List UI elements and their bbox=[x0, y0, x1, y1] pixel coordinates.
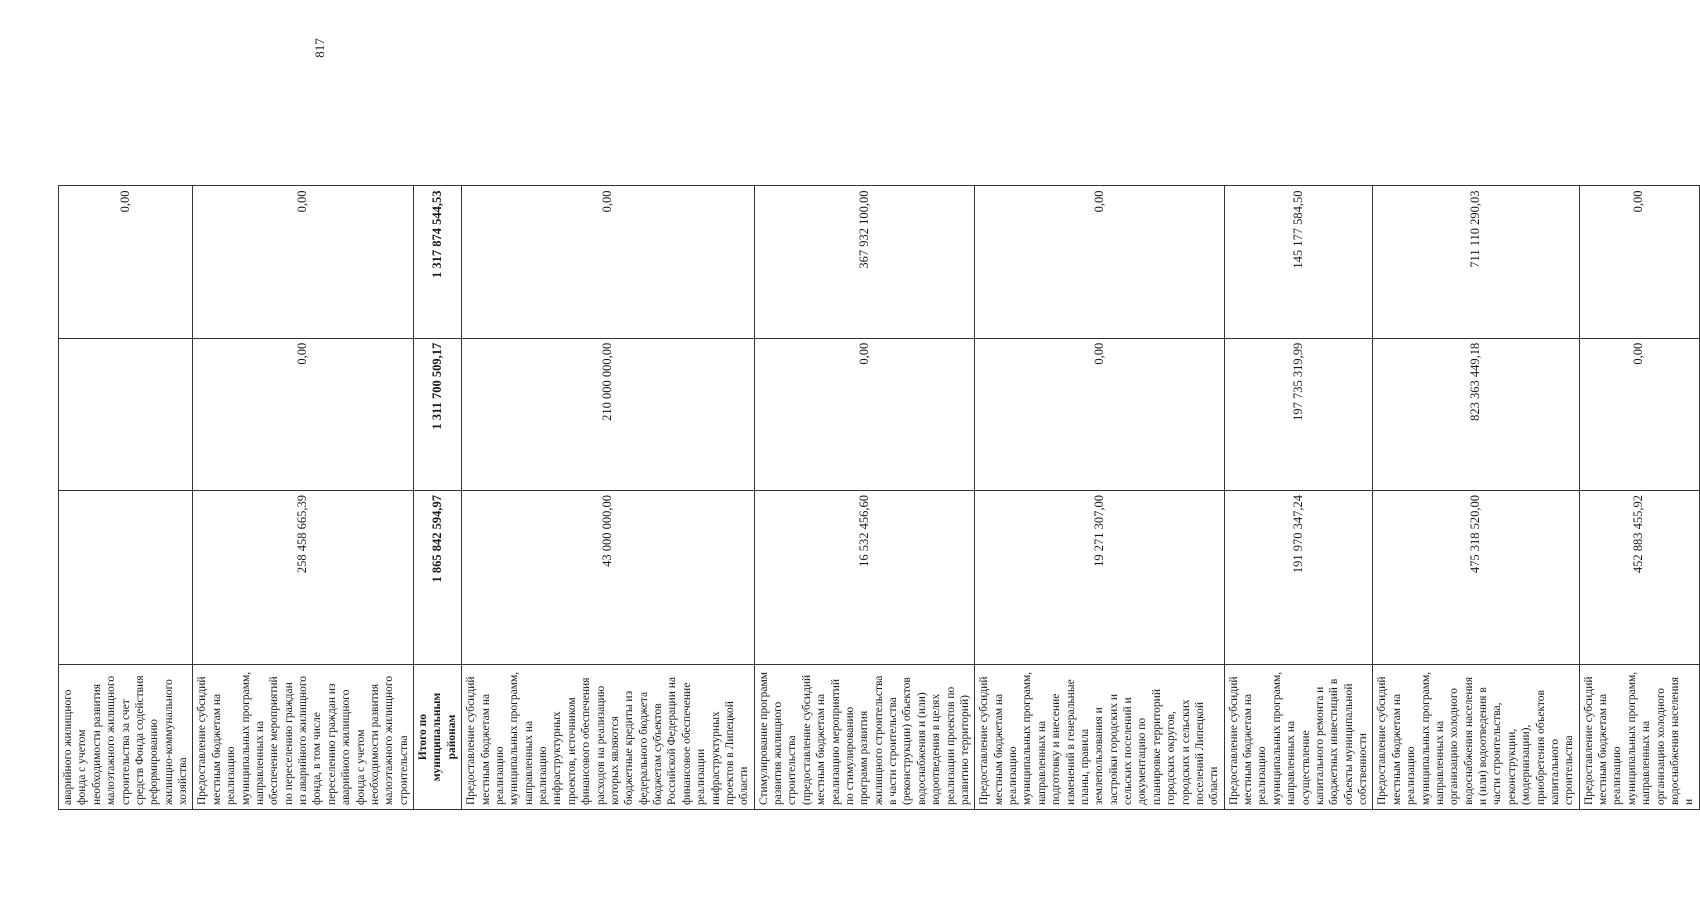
table-row-5 bbox=[975, 70, 1224, 882]
budget-table bbox=[58, 70, 1700, 882]
empty-cell bbox=[59, 810, 193, 883]
empty-cell bbox=[414, 810, 462, 883]
table-row-1 bbox=[193, 70, 414, 882]
row-2-value-1: 1 865 842 594,97 bbox=[414, 491, 462, 665]
row-4-value-1: 16 532 456,60 bbox=[754, 491, 975, 665]
empty-cell bbox=[59, 70, 193, 186]
row-7-value-3: 711 110 290,03 bbox=[1373, 186, 1579, 338]
row-5-description: Предоставление субсидий местным бюджетам на реализацию муниципальных программ, направленных на подготовку и внесение изменений в генеральные планы, правила землепользования и застройки городских и сельских поселений и документацию по планировке территорий городских округов, городских и сельских поселений Липецкой области bbox=[975, 665, 1224, 810]
row-1-value-2: 0,00 bbox=[193, 338, 414, 490]
row-6-value-2: 197 735 319,99 bbox=[1224, 338, 1373, 490]
row-7-value-2: 823 363 449,18 bbox=[1373, 338, 1579, 490]
row-0-value-1 bbox=[59, 491, 193, 665]
table-row-total bbox=[414, 70, 462, 882]
row-2-value-3: 1 317 874 544,53 bbox=[414, 186, 462, 338]
empty-cell bbox=[414, 70, 462, 186]
table-row-0 bbox=[59, 70, 193, 882]
row-6-description: Предоставление субсидий местным бюджетам на реализацию муниципальных программ, направленных на осуществление капитального ремонта и бюджетных инвестиций в объекты муниципальной собственности bbox=[1224, 665, 1373, 810]
empty-cell bbox=[1373, 810, 1579, 883]
row-3-value-3: 0,00 bbox=[462, 186, 755, 338]
empty-cell bbox=[462, 810, 755, 883]
row-2-description: Итого по муниципальным районам bbox=[414, 665, 462, 810]
empty-cell bbox=[193, 70, 414, 186]
row-1-value-3: 0,00 bbox=[193, 186, 414, 338]
table-row-7 bbox=[1373, 70, 1579, 882]
row-1-value-1: 258 458 665,39 bbox=[193, 491, 414, 665]
row-3-value-2: 210 000 000,00 bbox=[462, 338, 755, 490]
table-row-4 bbox=[754, 70, 975, 882]
row-0-description: аварийного жилищного фонда с учетом необходимости развития малоэтажного жилищного строительства за счет средств Фонда содействия реформированию жилищно-коммунального хозяйства bbox=[59, 665, 193, 810]
row-5-value-3: 0,00 bbox=[975, 186, 1224, 338]
row-7-value-1: 475 318 520,00 bbox=[1373, 491, 1579, 665]
row-8-value-3: 0,00 bbox=[1579, 186, 1699, 338]
row-4-description: Стимулирование программ развития жилищного строительства (предоставление субсидий местным бюджетам на реализацию мероприятий по стимулированию программ развития жилищного строительства в части строительства (реконструкции) объектов водоснабжения и (или) водоотведения в целях реализации проектов по развитию территорий) bbox=[754, 665, 975, 810]
row-6-value-3: 145 177 584,50 bbox=[1224, 186, 1373, 338]
row-7-description: Предоставление субсидий местным бюджетам на реализацию муниципальных программ, направленных на организацию холодного водоснабжения населения и (или) водоотведения в части строительства, реконструкции, (модернизации), приобретения объектов капитального строительства bbox=[1373, 665, 1579, 810]
row-2-value-2: 1 311 700 509,17 bbox=[414, 338, 462, 490]
row-0-value-2 bbox=[59, 338, 193, 490]
table-row-6 bbox=[1224, 70, 1373, 882]
row-5-value-1: 19 271 307,00 bbox=[975, 491, 1224, 665]
row-4-value-2: 0,00 bbox=[754, 338, 975, 490]
empty-cell bbox=[975, 70, 1224, 186]
empty-cell bbox=[975, 810, 1224, 883]
empty-cell bbox=[1373, 70, 1579, 186]
empty-cell bbox=[754, 70, 975, 186]
empty-cell bbox=[1579, 70, 1699, 186]
row-3-value-1: 43 000 000,00 bbox=[462, 491, 755, 665]
empty-cell bbox=[462, 70, 755, 186]
empty-cell bbox=[1224, 810, 1373, 883]
empty-cell bbox=[754, 810, 975, 883]
row-8-value-2: 0,00 bbox=[1579, 338, 1699, 490]
row-3-description: Предоставление субсидий местным бюджетам на реализацию муниципальных программ, направленных на реализацию инфраструктурных проектов, источником финансового обеспечения расходов на реализацию которых являются бюджетные кредиты из федерального бюджета бюджетам субъектов Российской Федерации на финансовое обеспечение реализации инфраструктурных проектов в Липецкой области bbox=[462, 665, 755, 810]
empty-cell bbox=[193, 810, 414, 883]
empty-cell bbox=[1224, 70, 1373, 186]
empty-cell bbox=[1579, 810, 1699, 883]
row-1-description: Предоставление субсидий местным бюджетам на реализацию муниципальных программ, направленных на обеспечение мероприятий по переселению граждан из аварийного жилищного фонда, в том числе переселению граждан из аварийного жилищного фонда с учетом необходимости развития малоэтажного жилищного строительства bbox=[193, 665, 414, 810]
table-row-3 bbox=[462, 70, 755, 882]
rotated-table-wrapper bbox=[58, 70, 1696, 882]
row-8-description: Предоставление субсидий местным бюджетам на реализацию муниципальных программ, направленных на организацию холодного водоснабжения населения и bbox=[1579, 665, 1699, 810]
row-8-value-1: 452 883 455,92 bbox=[1579, 491, 1699, 665]
row-6-value-1: 191 970 347,24 bbox=[1224, 491, 1373, 665]
table-row-8 bbox=[1579, 70, 1699, 882]
row-5-value-2: 0,00 bbox=[975, 338, 1224, 490]
page-number: 817 bbox=[312, 38, 327, 58]
row-4-value-3: 367 932 100,00 bbox=[754, 186, 975, 338]
row-0-value-3: 0,00 bbox=[59, 186, 193, 338]
